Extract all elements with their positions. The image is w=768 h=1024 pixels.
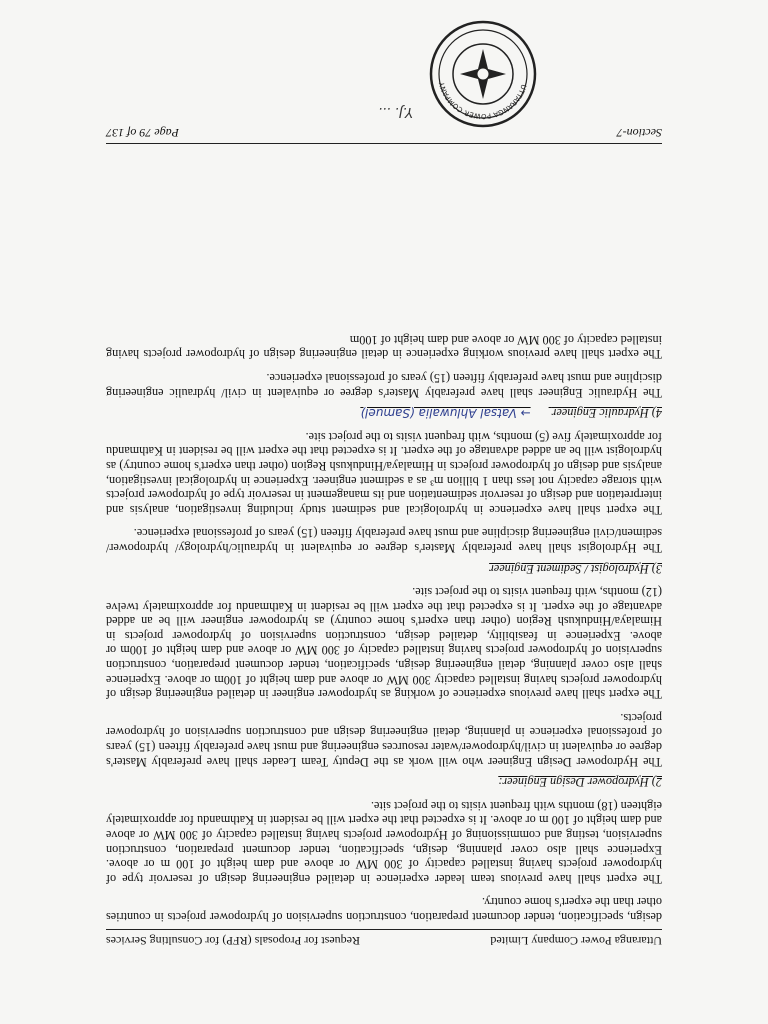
company-seal: [428, 19, 538, 129]
paragraph: The expert shall have previous team leader experience in detailed engineering design of reservoir type of hydropower projects having installed capacity of 300 MW or above and dam height of 100 m or above. Experience shall also cover planning, design, specification, tender document preparation, construction supervision, testing and commissioning of Hydropower projects having installed capacity of 300 MW or above and dam height of 100 m or above. It is expected that the expert will be resident in Kathmandu for approximately eighteen (18) months with frequent visits to the project site.: [106, 798, 662, 886]
section-hydrologist: [106, 429, 662, 575]
handwritten-note: → Vatsal Ahluwalia (Samuel): [360, 406, 531, 421]
paragraph: The Hydraulic Engineer shall have preferably Master's degree or equivalent in civil/ hydraulic engineering discipline and must have preferably fifteen (15) years of professional experience.: [106, 371, 662, 400]
paragraph: The expert shall have previous working experience in detail engineering design of hydropower projects having installed capacity of 300 MW or above and dam height of 100m: [106, 332, 662, 362]
paragraph: The Hydropower Design Engineer who will work as the Deputy Team Leader shall have preferably Master's degree or equivalent in civil/hydropower/water resources engineering and must have preferably fifteen (15) years of professional experience in planning, detail engineering design and construction supervision of hydropower projects.: [106, 710, 662, 769]
paragraph: The Hydrologist shall have preferably Master's degree or equivalent in hydraulic/hydrology/ hydropower/ sediment/civil engineering discipline and must have preferably fifteen (15) years of professional experience.: [106, 526, 662, 555]
section-heading: 2) Hydropower Design Engineer:: [498, 775, 662, 790]
handwritten-signature: Y.J. ...: [378, 104, 413, 119]
footer-page-number: Page 79 of 137: [106, 126, 179, 140]
paragraph: The expert shall have experience in hydrological and sediment study including investigation, analysis and interpretation and design of reservoir sedimentation and its management in reservoir type of hydropower projects with storage capacity not less than 1 billion m³ as a sediment engineer. Experience in hydrological investigation, analysis and design of hydropower projects in Himalaya/Hindukush Region (other than expert's home country) as hydrologist will be an added advantage of the expert. It is expected that the expert will be resident in Kathmandu for approximately five (5) months, with frequent visits to the project site.: [106, 429, 662, 517]
section-heading-text: 4) Hydraulic Engineer: [551, 406, 662, 421]
section-hydropower-design-engineer: [106, 585, 662, 790]
document-body: [106, 323, 662, 924]
section-heading: [106, 406, 662, 421]
header-rfp-title: Request for Proposals (RFP) for Consulting Services: [106, 934, 360, 948]
header-company: Uttaranga Power Company Limited: [490, 934, 662, 948]
paragraph: design, specification, tender document preparation, construction supervision of hydropower projects in countries other than the expert's home country.: [106, 895, 662, 924]
section-heading: 3) Hydrologist / Sediment Engineer: [489, 561, 662, 576]
footer-section: Section-7: [616, 126, 662, 140]
page-footer: [106, 125, 662, 144]
section-hydraulic-engineer: [106, 332, 662, 420]
page-header: [106, 929, 662, 948]
paragraph: The expert shall have previous experience of working as hydropower engineer in detailed engineering design of hydropower projects having installed capacity 300 MW or above and dam height of 100m or above. Experience shall also cover planning, detail engineering design, specification, tender document preparation, construction supervision of hydropower projects having installed capacity of 300 MW or above and dam height of 100m or above. Experience in feasibility, detailed design, construction supervision of hydropower projects in Himalaya/Hindukush Region (other than expert's home country) as hydropower engineer will be an added advantage of the expert. It is expected that the expert will be resident in Kathmandu for approximately twelve (12) months, with frequent visits to the project site.: [106, 585, 662, 702]
svg-text:UTTARANGA POWER COMPANY: UTTARANGA POWER COMPANY: [437, 81, 528, 121]
section-team-leader-cont: [106, 798, 662, 924]
